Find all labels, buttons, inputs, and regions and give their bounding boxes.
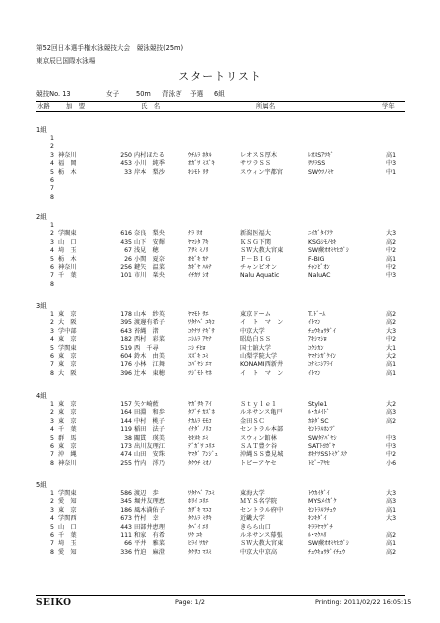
cell-pref: 東 京 — [58, 506, 77, 514]
cell-team-kana: ﾙ･ﾏｸﾊﾘ — [308, 532, 327, 539]
cell-name: 風木満佑子 — [134, 506, 165, 514]
cell-grade: 中3 — [386, 160, 397, 168]
cell-grade: 中2 — [386, 264, 397, 271]
cell-kana: ﾅｶﾑﾗ ﾓﾓｺ — [188, 417, 212, 425]
cell-lane: 1 — [50, 401, 54, 408]
cell-grade: 高3 — [386, 498, 397, 506]
cell-grade: 高1 — [386, 151, 397, 159]
cell-lane: 1 — [50, 135, 54, 142]
cell-pref: 神奈川 — [58, 459, 77, 467]
cell-no: 38 — [124, 434, 132, 442]
competition-title: 第52回日本選手権水泳競技大会 競泳競技(25m) — [36, 44, 184, 52]
cell-kana: ﾃﾞｶﾞﾜ ﾕﾘｴ — [188, 443, 215, 450]
cell-name: 浅見 穂 — [134, 247, 159, 255]
cell-team-kana: ｱｷｼﾏｼﾛ — [308, 336, 327, 344]
cell-team: 昭島白ＳＳ — [240, 336, 271, 344]
cell-grade: 中2 — [386, 451, 397, 459]
cell-team: ＳＡＴ豊ケ谷 — [240, 443, 278, 450]
cell-grade: 大3 — [386, 490, 397, 497]
cell-lane: 4 — [50, 426, 54, 434]
cell-team: ＭＹＳ名学院 — [240, 498, 278, 506]
cell-lane: 4 — [50, 247, 54, 255]
cell-pref: 大 阪 — [58, 369, 77, 377]
cell-no: 443 — [120, 523, 132, 531]
cell-grade: 高3 — [386, 409, 397, 417]
cell-lane: 8 — [50, 369, 54, 377]
cell-team: イ ト マ ン — [240, 319, 284, 327]
cell-grade: 大1 — [386, 344, 397, 352]
cell-pref: 東 京 — [58, 361, 77, 369]
cell-kana: ﾂｼﾞﾓﾄ ﾔﾎ — [188, 369, 212, 377]
start-list-row — [36, 280, 405, 289]
printed-timestamp: Printing: 2011/02/22 16:05:15 — [315, 598, 412, 606]
cell-lane: 6 — [50, 443, 54, 450]
cell-team-kana: KSGｼﾓﾉｾｷ — [308, 238, 337, 246]
cell-team: 沖縄ＳＳ豊見城 — [240, 451, 284, 459]
cell-team: Ｓｔｙｌｅ１ — [240, 401, 278, 408]
cell-no: 164 — [120, 409, 132, 417]
cell-lane: 2 — [50, 498, 54, 506]
cell-team: サワラＳＳ — [240, 160, 271, 168]
event-gender: 女子 — [106, 90, 120, 98]
cell-team-kana: Style1 — [308, 401, 328, 408]
cell-name: 矢ケ崎藍 — [134, 401, 159, 408]
cell-team-kana: F-BIG — [308, 255, 325, 263]
cell-pref: 千 葉 — [58, 426, 77, 434]
cell-kana: ﾆｼ ﾁﾋﾛ — [188, 344, 206, 352]
cell-name: 岸本 梨沙 — [134, 168, 165, 176]
cell-no: 604 — [120, 353, 132, 360]
col-name: 氏 名 — [141, 102, 161, 110]
cell-pref: 東 京 — [58, 311, 77, 318]
cell-grade: 高1 — [386, 361, 397, 369]
cell-name: 小関 夏奈 — [134, 255, 165, 263]
cell-no: 67 — [124, 247, 132, 255]
cell-team-kana: ﾁｬﾝﾋﾟｵﾝ — [308, 264, 330, 271]
cell-kana: ﾔﾏﾓﾄ ｻｴ — [188, 311, 209, 318]
column-header — [36, 101, 405, 112]
cell-name: 山下 安輝 — [134, 238, 165, 246]
cell-no: 173 — [120, 443, 132, 450]
cell-name: 鈴木 由美 — [134, 353, 165, 360]
cell-kana: ｶｻﾞｷ ﾏﾕｺ — [188, 506, 212, 514]
cell-name: 田部井恵理 — [134, 523, 165, 531]
cell-grade: 高2 — [386, 238, 397, 246]
cell-kana: ﾔﾏﾀﾞ ｱﾝｼﾞｭ — [188, 451, 218, 459]
col-grade: 学年 — [382, 102, 395, 110]
cell-kana: ｳﾁﾑﾗ ﾎﾀﾙ — [188, 151, 212, 159]
cell-kana: ｷｼﾓﾄ ﾘｻ — [188, 168, 209, 176]
cell-kana: ｵｾﾞｷ ｶﾅ — [188, 255, 209, 263]
cell-lane: 3 — [50, 238, 54, 246]
cell-grade: 大2 — [386, 401, 397, 408]
cell-pref: 沖 縄 — [58, 451, 77, 459]
cell-lane: 1 — [50, 222, 54, 229]
cell-lane: 8 — [50, 548, 54, 556]
cell-pref: 大 阪 — [58, 319, 77, 327]
cell-grade: 高2 — [386, 311, 397, 318]
cell-lane: 8 — [50, 459, 54, 467]
cell-team: ＫＳＧ下関 — [240, 238, 271, 246]
cell-kana: ﾀﾍﾞｲ ｴﾘ — [188, 523, 209, 531]
cell-pref: 埼 玉 — [58, 540, 77, 548]
venue-label: 東京辰巳国際水泳場 — [36, 57, 96, 65]
cell-pref: 福 岡 — [58, 160, 77, 168]
cell-no: 176 — [120, 361, 132, 369]
cell-pref: 千 葉 — [58, 532, 77, 539]
cell-team: イ ト マ ン — [240, 369, 284, 377]
cell-no: 256 — [120, 264, 132, 271]
cell-lane: 6 — [50, 177, 54, 184]
cell-team: スウィン館林 — [240, 434, 277, 442]
cell-name: 出川友理江 — [134, 443, 165, 450]
cell-no: 345 — [120, 498, 132, 506]
cell-kana: ﾎﾘｲ ﾕﾘｴ — [188, 498, 209, 506]
cell-team-kana: NaluAC — [308, 272, 331, 280]
cell-lane: 5 — [50, 168, 54, 176]
cell-grade: 大2 — [386, 353, 397, 360]
cell-kana: ｱｻﾐ ﾐﾉﾘ — [188, 247, 209, 255]
cell-name: 市川 栞央 — [134, 272, 165, 280]
cell-lane: 2 — [50, 143, 54, 151]
cell-team: 近畿大学 — [240, 515, 265, 523]
cell-team-kana: ｲﾄﾏﾝ — [308, 319, 321, 327]
cell-team: 国士舘大学 — [240, 344, 271, 352]
cell-name: 山田 安珠 — [134, 451, 165, 459]
cell-grade: 大3 — [386, 515, 397, 523]
cell-name: 奈良 梨央 — [134, 230, 165, 238]
cell-no: 435 — [120, 238, 132, 246]
cell-pref: 学中部 — [58, 327, 77, 335]
cell-team: きらら山口 — [240, 523, 271, 531]
event-round: 予選 — [190, 90, 204, 98]
cell-kana: ｽｽﾞｷ ﾕﾐ — [188, 353, 209, 360]
cell-kana: ｺﾊﾞﾔｼ ｴﾏ — [188, 361, 212, 369]
cell-pref: 栃 木 — [58, 255, 77, 263]
cell-team: セントラル府中 — [240, 506, 284, 514]
cell-lane: 2 — [50, 319, 54, 327]
cell-team-kana: SWｳﾂﾉﾐﾔ — [308, 168, 334, 176]
cell-pref: 愛 知 — [58, 548, 77, 556]
seiko-logo: SEIKO — [36, 598, 72, 608]
cell-grade: 中2 — [386, 336, 397, 344]
cell-no: 453 — [120, 160, 132, 168]
cell-no: 157 — [120, 401, 132, 408]
cell-lane: 3 — [50, 506, 54, 514]
heat-label: 1組 — [36, 126, 47, 134]
cell-no: 616 — [120, 230, 132, 238]
cell-pref: 東 京 — [58, 443, 77, 450]
cell-name: 中村 桃子 — [134, 417, 165, 425]
cell-lane: 7 — [50, 272, 54, 280]
cell-pref: 東 京 — [58, 336, 77, 344]
cell-team: ルネサンス亀戸 — [240, 409, 283, 417]
event-distance: 50m — [136, 90, 151, 98]
cell-lane: 7 — [50, 361, 54, 369]
cell-lane: 3 — [50, 151, 54, 159]
cell-lane: 1 — [50, 490, 54, 497]
footer-rule — [36, 595, 405, 596]
cell-pref: 学閥東 — [58, 230, 77, 238]
cell-team: 中京大中京高 — [240, 548, 278, 556]
cell-team-kana: ﾙ･ｶﾒｲﾄﾞ — [308, 409, 330, 417]
cell-team: レオスＳ厚木 — [240, 151, 278, 159]
cell-lane: 4 — [50, 336, 54, 344]
cell-pref: 東 京 — [58, 401, 77, 408]
cell-no: 26 — [124, 255, 132, 263]
cell-team-kana: ﾆｲｶﾞﾀｲﾌｸ — [308, 230, 333, 238]
cell-lane: 6 — [50, 532, 54, 539]
cell-name: 渡邊有希子 — [134, 319, 165, 327]
cell-kana: ﾜｹ ﾕｷ — [188, 532, 203, 539]
cell-team-kana: T.ﾄﾞｰﾑ — [308, 311, 326, 318]
cell-grade: 高1 — [386, 255, 397, 263]
cell-grade: 高1 — [386, 506, 397, 514]
cell-kana: ﾜﾀﾅﾍﾞ ｱﾕﾐ — [188, 490, 215, 497]
cell-pref: 東 京 — [58, 417, 77, 425]
cell-no: 395 — [120, 319, 132, 327]
page-title: スタートリスト — [178, 70, 262, 83]
cell-pref: 学関東 — [58, 344, 77, 352]
cell-team-kana: ﾁｭｳｷｮｳﾀﾞｲ — [308, 327, 336, 335]
cell-name: 内村ほたる — [134, 151, 165, 159]
cell-team-kana: ﾄｳｶｲﾀﾞｲ — [308, 490, 330, 497]
cell-no: 66 — [124, 540, 132, 548]
cell-no: 119 — [120, 426, 132, 434]
cell-kana: ﾀｹｳﾁ ﾐｵﾉ — [188, 459, 212, 467]
cell-team-kana: ｲﾄﾏﾝ — [308, 369, 321, 377]
cell-team-kana: MYSﾒｲｶﾞｸ — [308, 498, 337, 506]
cell-grade: 大3 — [386, 327, 397, 335]
cell-no: 186 — [120, 506, 132, 514]
cell-kana: ｶｷﾞﾔ ﾊﾙﾅ — [188, 264, 212, 271]
cell-pref: 群 馬 — [58, 434, 77, 442]
start-list-row — [36, 548, 405, 557]
cell-kana: ﾔﾏｼﾀ ｱｷ — [188, 238, 209, 246]
cell-kana: ｺｹﾅﾜ ﾅｷﾞｻ — [188, 327, 215, 335]
cell-team: セントラル本部 — [240, 426, 284, 434]
heat-label: 3組 — [36, 302, 47, 310]
cell-grade: 高2 — [386, 417, 397, 425]
cell-lane: 5 — [50, 523, 54, 531]
cell-pref: 学関西 — [58, 515, 77, 523]
cell-no: 250 — [120, 151, 132, 159]
event-stroke: 背泳ぎ — [162, 90, 182, 98]
cell-kana: ｲﾁｶﾜ ｼｵ — [188, 272, 209, 280]
cell-no: 144 — [120, 417, 132, 425]
cell-pref: 学関東 — [58, 490, 77, 497]
cell-name: 關貫 瑛美 — [134, 434, 165, 442]
event-heats: 6組 — [214, 90, 225, 98]
cell-grade: 高2 — [386, 548, 397, 556]
cell-name: 竹内 澪乃 — [134, 459, 165, 467]
cell-team-kana: ｵｷﾅﾜSSﾄﾐｸﾞｽｸ — [308, 451, 347, 459]
heat-label: 5組 — [36, 481, 47, 489]
start-list-row — [36, 193, 405, 202]
cell-kana: ﾀｹﾑﾗ ﾐｻｷ — [188, 515, 212, 523]
cell-grade: 高1 — [386, 369, 397, 377]
cell-pref: 埼 玉 — [58, 247, 77, 255]
cell-lane: 7 — [50, 540, 54, 548]
cell-team: チャンピオン — [240, 264, 277, 271]
cell-name: 小川 純季 — [134, 160, 165, 168]
cell-team-kana: SATﾄﾖｶﾞﾔ — [308, 443, 336, 450]
cell-team: KONAMI西新井 — [240, 361, 284, 369]
cell-grade: 中3 — [386, 434, 397, 442]
cell-lane: 8 — [50, 193, 54, 201]
cell-team-kana: ｺｸｼｶﾝ — [308, 344, 324, 352]
start-list-row — [36, 369, 405, 378]
cell-team: 新潟医福大 — [240, 230, 271, 238]
cell-kana: ﾀﾌﾞﾁ ｶｽﾞﾎ — [188, 409, 215, 417]
event-number: 競技No. 13 — [36, 90, 71, 98]
cell-team-kana: ｷﾝｷﾀﾞｲ — [308, 515, 327, 523]
cell-pref: 神奈川 — [58, 151, 77, 159]
cell-lane: 7 — [50, 185, 54, 193]
cell-name: 苔縄 渚 — [134, 327, 159, 335]
cell-team: 山梨学院大学 — [240, 353, 278, 360]
cell-name: 竹迫 麻澄 — [134, 548, 165, 556]
cell-lane: 2 — [50, 230, 54, 238]
cell-name: 稲田 法子 — [134, 426, 165, 434]
start-list-row — [36, 459, 405, 468]
heat-label: 4組 — [36, 392, 47, 400]
cell-kana: ﾆｼﾑﾗ ｱﾔﾅ — [188, 336, 212, 344]
cell-name: 山本 紗英 — [134, 311, 165, 318]
cell-name: 渡辺 歩 — [134, 490, 159, 497]
cell-kana: ｾｷﾇｷ ｴﾐ — [188, 434, 209, 442]
cell-team: 中京大学 — [240, 327, 265, 335]
cell-lane: 3 — [50, 417, 54, 425]
cell-kana: ﾅﾗ ﾘｵ — [188, 230, 203, 238]
cell-lane: 5 — [50, 434, 54, 442]
cell-no: 519 — [120, 344, 132, 352]
cell-team: スウィン宇都宮 — [240, 168, 283, 176]
cell-lane: 5 — [50, 255, 54, 263]
cell-no: 586 — [120, 490, 132, 497]
cell-kana: ﾋﾗｲ ﾜｶﾅ — [188, 540, 209, 548]
cell-team-kana: SWﾀﾃﾊﾞﾔｼ — [308, 434, 337, 442]
cell-team-kana: ｻﾜﾗSS — [308, 160, 326, 168]
cell-lane: 3 — [50, 327, 54, 335]
cell-lane: 4 — [50, 160, 54, 168]
cell-no: 255 — [120, 459, 132, 467]
cell-team: Nalu Aquatic — [240, 272, 280, 280]
cell-team: ルネサンス幕張 — [240, 532, 283, 539]
cell-team-kana: ｺﾅﾐﾆｼｱﾗｲ — [308, 361, 333, 369]
cell-grade: 高2 — [386, 319, 397, 327]
col-pref: 加 盟 — [66, 102, 86, 110]
cell-team-kana: ｶﾈﾀﾞSC — [308, 417, 329, 425]
cell-pref: 神奈川 — [58, 264, 77, 271]
cell-lane: 2 — [50, 409, 54, 417]
cell-pref: 東 京 — [58, 353, 77, 360]
cell-lane: 5 — [50, 344, 54, 352]
cell-no: 474 — [120, 451, 132, 459]
cell-name: 平井 雅菜 — [134, 540, 165, 548]
cell-pref: 愛 知 — [58, 498, 77, 506]
cell-team-kana: ﾔﾏﾅｼｶﾞｸｲﾝ — [308, 353, 336, 360]
cell-team: 東海大学 — [240, 490, 265, 497]
cell-name: 辻本 東穂 — [134, 369, 165, 377]
cell-no: 336 — [120, 548, 132, 556]
cell-team-kana: ｾﾝﾄﾗﾙﾎﾝﾌﾞ — [308, 426, 336, 434]
cell-kana: ｲﾅﾀﾞ ﾉﾘｺ — [188, 426, 212, 434]
cell-team-kana: ｾﾝﾄﾗﾙﾌﾁｭｳ — [308, 506, 336, 514]
cell-lane: 6 — [50, 264, 54, 271]
cell-grade: 高1 — [386, 540, 397, 548]
page-number: Page: 1/2 — [175, 598, 205, 606]
cell-pref: 千 葉 — [58, 272, 77, 280]
event-info — [36, 88, 225, 98]
col-lane: 水路 — [37, 102, 50, 110]
cell-lane: 7 — [50, 451, 54, 459]
cell-name: 堀井友理恵 — [134, 498, 165, 506]
cell-grade: 小6 — [386, 459, 397, 467]
cell-lane: 6 — [50, 353, 54, 360]
cell-team-kana: SW蕨ｵｵﾐﾔﾋｶﾞｼ — [308, 540, 349, 548]
cell-kana: ﾀｹｻｺ ﾏｽﾐ — [188, 548, 212, 556]
cell-team-kana: SW蕨ｵｵﾐﾔﾋｶﾞｼ — [308, 247, 349, 255]
cell-name: 田淵 和歩 — [134, 409, 165, 417]
cell-pref: 東 京 — [58, 409, 77, 417]
heat-label: 2組 — [36, 213, 47, 221]
cell-pref: 山 口 — [58, 523, 77, 531]
cell-name: 小林 江舞 — [134, 361, 165, 369]
cell-grade: 中3 — [386, 272, 397, 280]
cell-team-kana: ﾄﾋﾟｰｱﾔｾ — [308, 459, 330, 467]
cell-team-kana: ｷﾗﾗﾔﾏｸﾞﾁ — [308, 523, 333, 531]
cell-team: ＳＷ大教大宮東 — [240, 540, 284, 548]
cell-no: 182 — [120, 336, 132, 344]
cell-team: 金田ＳＣ — [240, 417, 265, 425]
cell-no: 111 — [120, 532, 132, 539]
cell-team: 東京ドーム — [240, 311, 271, 318]
cell-team: Ｆ－ＢＩＧ — [240, 255, 271, 263]
cell-team-kana: ﾚｵｽSｱﾂｷﾞ — [308, 151, 334, 159]
cell-grade: 高2 — [386, 532, 397, 539]
cell-kana: ﾜﾀﾅﾍﾞ ﾕｷｺ — [188, 319, 215, 327]
cell-lane: 4 — [50, 515, 54, 523]
cell-kana: ﾔｶﾞｻｷ ｱｲ — [188, 401, 212, 408]
cell-name: 西 千尋 — [134, 344, 159, 352]
cell-no: 101 — [120, 272, 132, 280]
cell-name: 竹村 幸 — [134, 515, 159, 523]
cell-no: 643 — [120, 327, 132, 335]
cell-team: ＳＷ大教大宮東 — [240, 247, 284, 255]
cell-pref: 栃 木 — [58, 168, 77, 176]
cell-grade: 大3 — [386, 230, 397, 238]
col-team: 所属名 — [256, 102, 276, 110]
cell-name: 西村 彩菜 — [134, 336, 165, 344]
cell-no: 178 — [120, 311, 132, 318]
cell-no: 673 — [120, 515, 132, 523]
cell-pref: 山 口 — [58, 238, 77, 246]
cell-team-kana: ﾁｭｳｷｮｳﾀﾞｲﾁｭｳ — [308, 548, 346, 556]
cell-grade: 中3 — [386, 443, 397, 450]
cell-lane: 1 — [50, 311, 54, 318]
cell-name: 鍵矢 温菜 — [134, 264, 165, 271]
cell-grade: 中1 — [386, 168, 397, 176]
cell-name: 和家 有希 — [134, 532, 165, 539]
cell-team: トピーアヤセ — [240, 459, 277, 467]
cell-kana: ｵｶﾞﾜ ﾐｽﾞｷ — [188, 160, 215, 168]
cell-no: 396 — [120, 369, 132, 377]
cell-grade: 中2 — [386, 247, 397, 255]
cell-no: 33 — [124, 168, 132, 176]
cell-lane: 8 — [50, 280, 54, 288]
